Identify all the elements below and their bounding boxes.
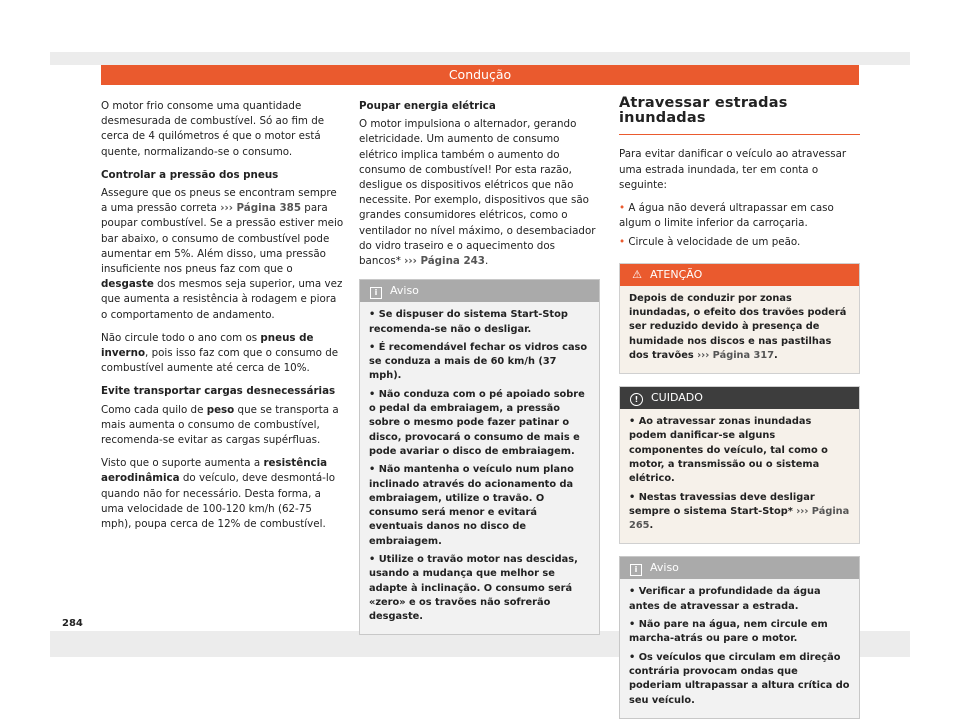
paragraph-winter-tires: Não circule todo o ano com os pneus de inverno, pois isso faz com que o consumo de combustível aumente até cerca de 10%. bbox=[101, 331, 339, 375]
warning-triangle-icon: ⚠ bbox=[632, 267, 642, 281]
exclamation-circle-icon: ! bbox=[630, 393, 643, 406]
list-item: • A água não deverá ultrapassar em caso algum o limite inferior da carroçaria. bbox=[619, 201, 860, 231]
section-title: Atravessar estradas inundadas bbox=[619, 96, 860, 135]
page-reference-link[interactable]: ››› Página 243 bbox=[404, 255, 485, 268]
heading-save-electric-energy: Poupar energia elétrica bbox=[359, 100, 496, 112]
caution-box bbox=[619, 386, 860, 544]
heading-unnecessary-loads: Evite transportar cargas desnecessárias bbox=[101, 385, 336, 398]
list-item: • Se dispuser do sistema Start-Stop recomenda-se não o desligar. bbox=[369, 308, 590, 337]
note-body bbox=[620, 579, 859, 717]
list-item: • Utilize o travão motor nas descidas, usando a mudança que melhor se adapte à inclinação. O consumo será «zero» e os travões não sofrerão desgaste. bbox=[369, 553, 590, 624]
list-item: • É recomendável fechar os vidros caso se conduza a mais de 60 km/h (37 mph). bbox=[369, 341, 590, 384]
note-header: i Aviso bbox=[620, 557, 859, 579]
page-number: 284 bbox=[62, 618, 83, 629]
page-reference-link[interactable]: ››› Página 317 bbox=[697, 349, 775, 361]
paragraph-tire-pressure: Assegure que os pneus se encontram sempre a uma pressão correta ››› Página 385 para poupar combustível. Se a pressão estiver meio bar abaixo, o consumo de combustível pode aumentar em 5%. Além disso, uma pressão insuficiente nos pneus faz com que o desgaste dos mesmos seja superior, uma vez que aumenta a resistência à rodagem e piora o comportamento de andamento. bbox=[101, 187, 344, 321]
list-item: • Ao atravessar zonas inundadas podem danificar-se alguns componentes do veículo, tal como o motor, a transmissão ou o sistema elétrico. bbox=[629, 415, 850, 486]
list-item: • Nestas travessias deve desligar sempre o sistema Start-Stop* ››› Página 265. bbox=[629, 491, 850, 534]
list-item: • Os veículos que circulam em direção contrária provocam ondas que poderiam ultrapassar a altura crítica do seu veículo. bbox=[629, 651, 850, 708]
warning-body: Depois de conduzir por zonas inundadas, o efeito dos travões poderá ser reduzido devido à presença de humidade nos discos e nas pastilhas dos travões ››› Página 317. bbox=[620, 286, 859, 373]
page-reference-link[interactable]: ››› Página 265 bbox=[629, 505, 850, 532]
caution-header: ! CUIDADO bbox=[620, 387, 859, 409]
heading-tire-pressure: Controlar a pressão dos pneus bbox=[101, 168, 279, 181]
column-2 bbox=[359, 99, 600, 635]
list-item: • Não mantenha o veículo num plano inclinado através do acionamento da embraiagem, utilize o travão. O consumo será menor e evitará eventuais danos no disco de embraiagem. bbox=[369, 463, 590, 549]
paragraph-flooded-intro: Para evitar danificar o veículo ao atravessar uma estrada inundada, ter em conta o seguinte: bbox=[619, 148, 847, 191]
warning-header: ⚠ ATENÇÃO bbox=[620, 264, 859, 286]
paragraph-cold-engine: O motor frio consome uma quantidade desmesurada de combustível. Só ao fim de cerca de 4 quilómetros é que o motor está quente, normalizando-se o consumo. bbox=[101, 100, 325, 158]
list-item: • Verificar a profundidade da água antes de atravessar a estrada. bbox=[629, 585, 850, 614]
column-1 bbox=[101, 99, 344, 540]
column-3 bbox=[619, 96, 860, 719]
note-header: i Aviso bbox=[360, 280, 599, 302]
warning-box bbox=[619, 263, 860, 374]
list-item: • Não pare na água, nem circule em marcha-atrás ou pare o motor. bbox=[629, 618, 850, 647]
paragraph-roof-rack: Visto que o suporte aumenta a resistência aerodinâmica do veículo, deve desmontá-lo quando não for necessário. Desta forma, a uma velocidade de 100-120 km/h (62-75 mph), poupa cerca de 12% de combustível. bbox=[101, 457, 336, 531]
info-icon: i bbox=[370, 287, 382, 299]
chapter-header: Condução bbox=[101, 65, 859, 85]
note-body bbox=[360, 302, 599, 634]
note-box bbox=[359, 279, 600, 635]
list-item: • Não conduza com o pé apoiado sobre o pedal da embraiagem, a pressão sobre o mesmo pode fazer patinar o disco, provocará o consumo de mais e pode avariar o disco de embraiagem. bbox=[369, 388, 590, 459]
info-icon: i bbox=[630, 564, 642, 576]
note-box bbox=[619, 556, 860, 718]
caution-body bbox=[620, 409, 859, 543]
paragraph-weight: Como cada quilo de peso que se transporta a mais aumenta o consumo de combustível, recomenda-se evitar as cargas supérfluas. bbox=[101, 403, 339, 447]
list-item: • Circule à velocidade de um peão. bbox=[619, 235, 860, 250]
paragraph-alternator: O motor impulsiona o alternador, gerando eletricidade. Um aumento de consumo elétrico implica também o aumento do consumo de combustível! Por esta razão, desligue os dispositivos elétricos que não necessite. Por exemplo, dispositivos que são grandes consumidores elétricos, como o ventilador no nível máximo, o desembaciador do vidro traseiro e o aquecimento dos bancos* ››› Página 243. bbox=[359, 118, 596, 268]
page-reference-link[interactable]: ››› Página 385 bbox=[220, 202, 301, 215]
